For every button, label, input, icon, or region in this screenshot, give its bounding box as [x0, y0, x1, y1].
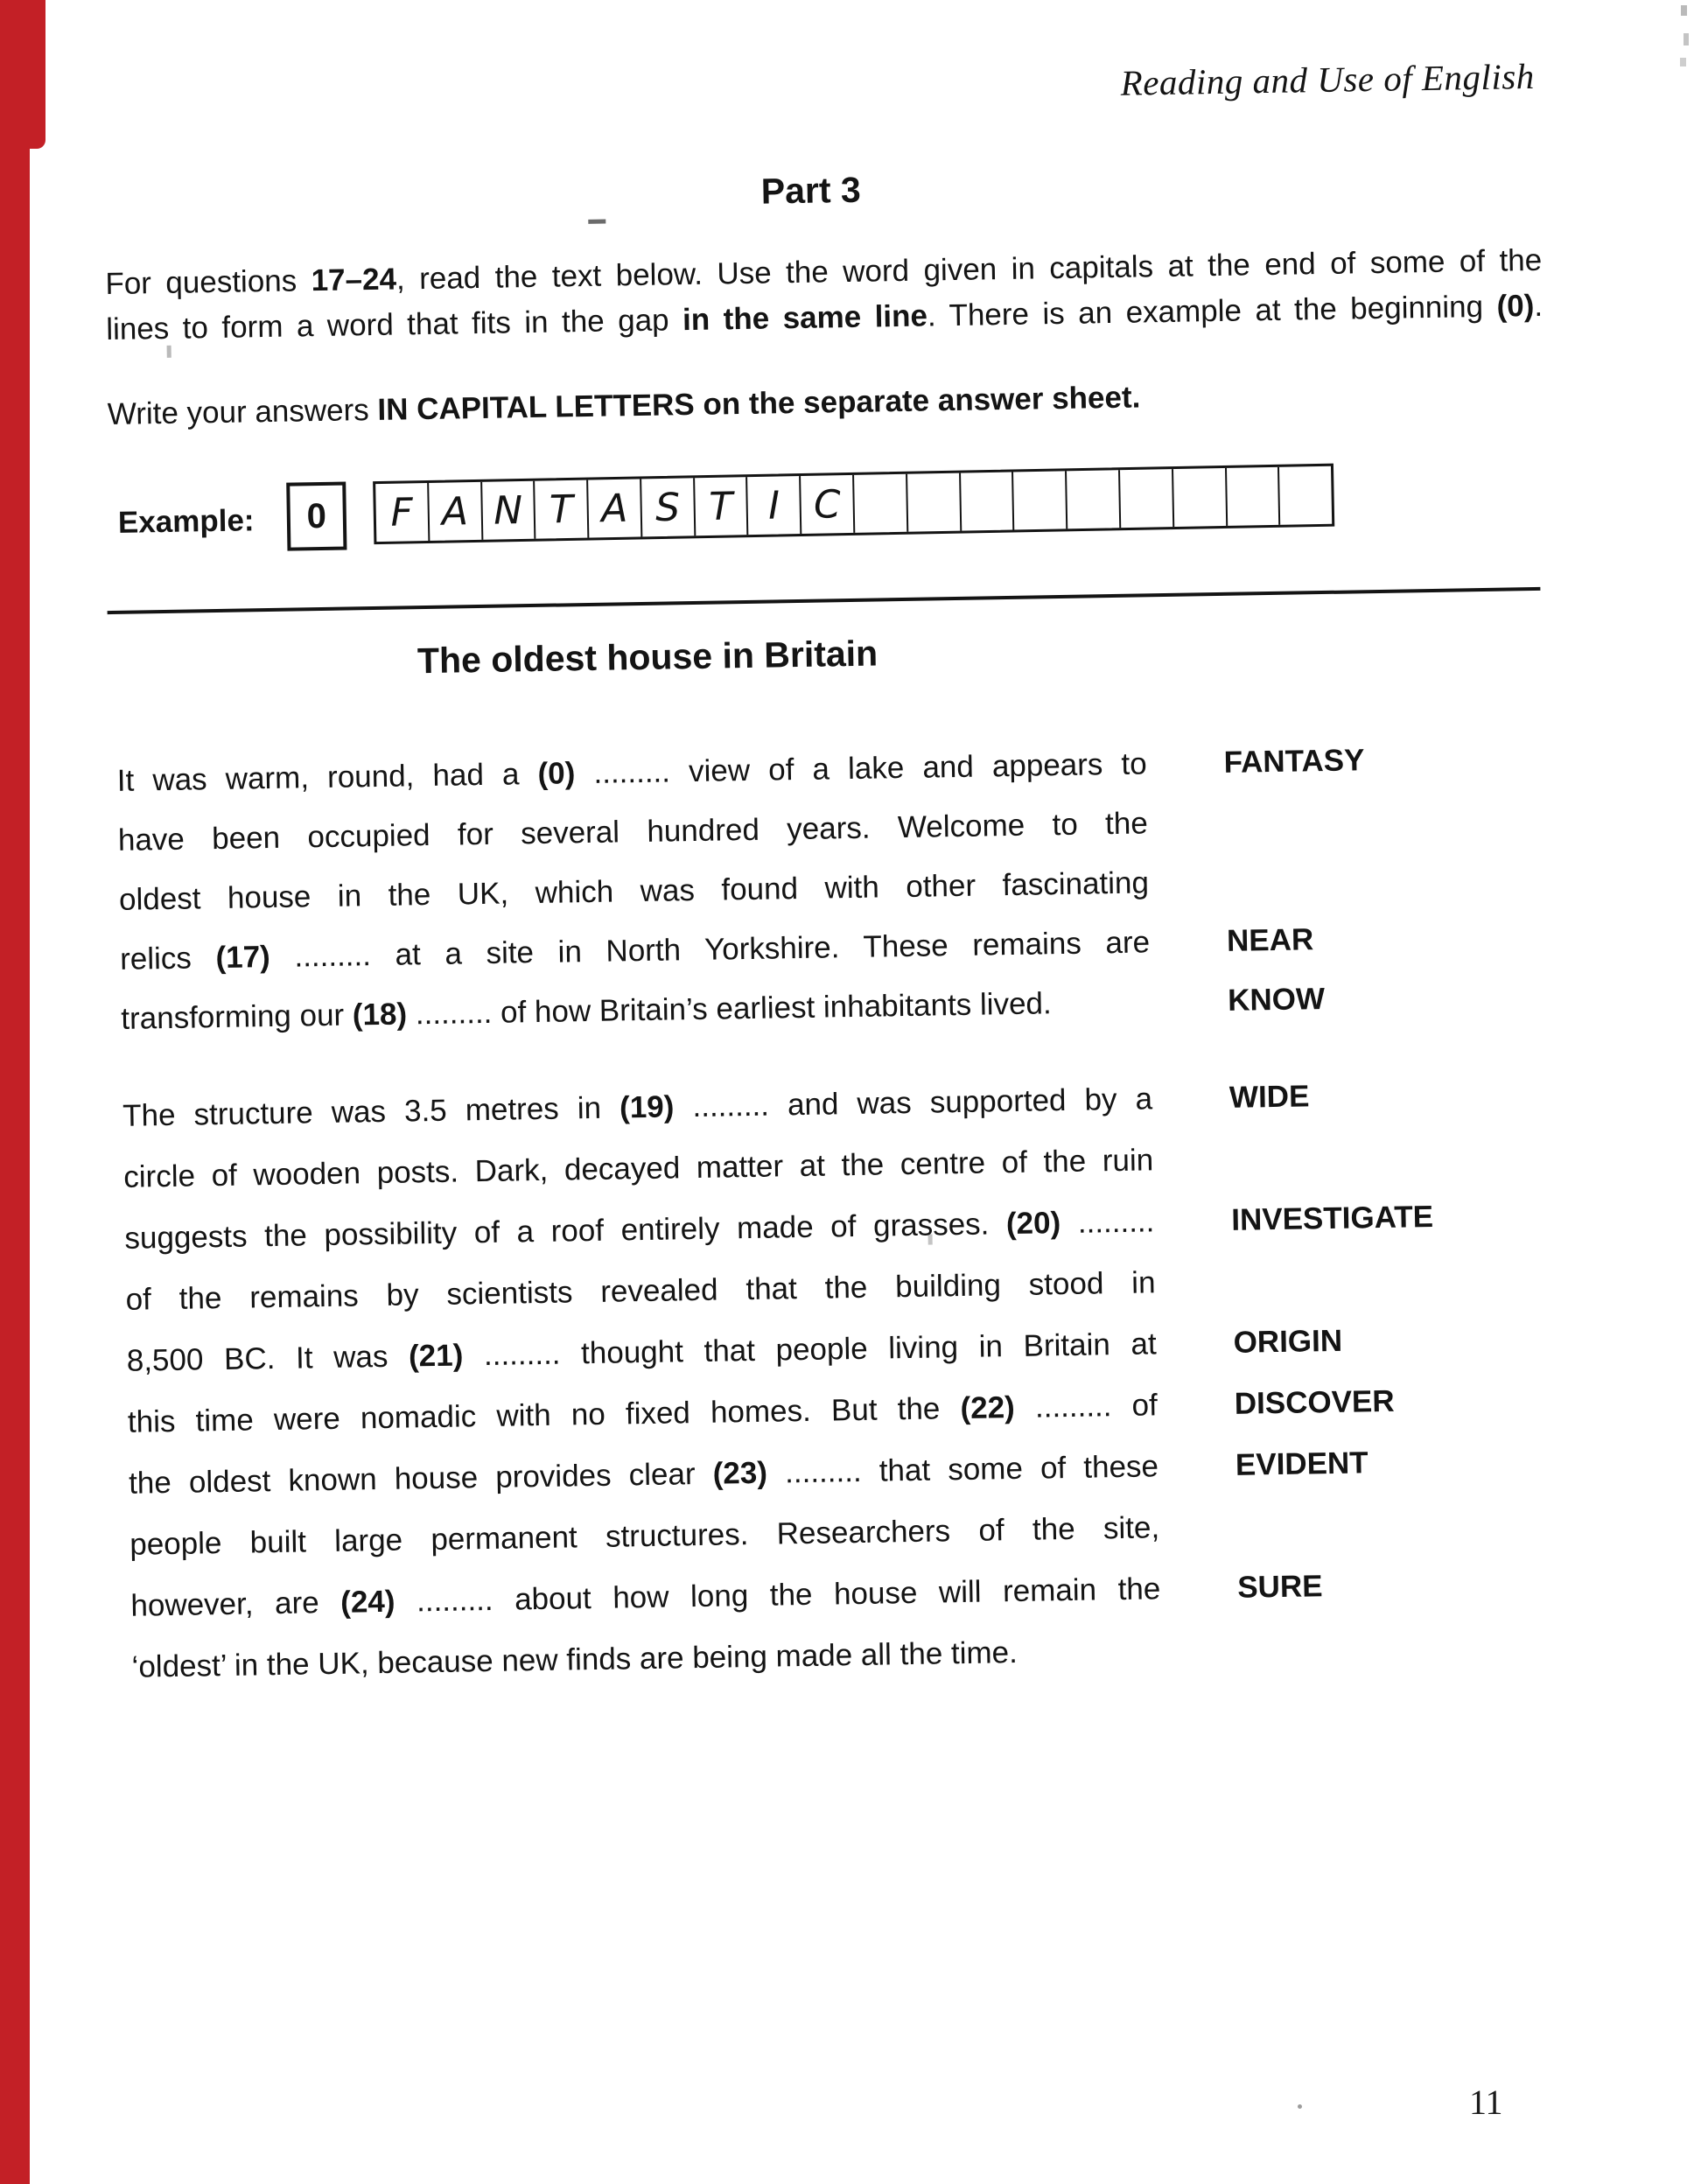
passage-body	[116, 730, 1462, 1698]
text-run: circle of wooden posts. Dark, decayed matter at the centre of the ruin	[123, 1143, 1154, 1194]
keyword-evident: EVIDENT	[1235, 1446, 1368, 1482]
section-divider	[108, 587, 1541, 614]
keyword-wide: WIDE	[1228, 1079, 1310, 1115]
answer-letter-cell	[1012, 471, 1066, 529]
text-run: ......... about how long the house will remain the	[395, 1572, 1161, 1619]
text-run: ......... and was supported by a	[674, 1082, 1153, 1124]
scan-artifact-corner-3	[1680, 58, 1686, 66]
answer-letter-cell: N	[480, 481, 535, 540]
text-run: of the remains by scientists revealed that the building stood in	[125, 1265, 1156, 1317]
answer-letter-cell	[1278, 466, 1332, 525]
text-run: , read the text below. Use the word given in capitals at the end of some of the	[396, 242, 1543, 297]
instructions-paragraph	[105, 238, 1543, 353]
write-answers-note	[107, 368, 1544, 438]
text-run: ......... that some of these	[766, 1449, 1159, 1490]
example-number-box	[286, 482, 346, 551]
keyword-know: KNOW	[1227, 982, 1326, 1018]
answer-letter-cell: F	[390, 489, 414, 536]
answer-letter-cell	[1172, 468, 1226, 527]
text-run: . There is an example at the beginning	[927, 289, 1497, 333]
answer-letter-cell	[1065, 470, 1119, 528]
scan-artifact-dash	[588, 220, 606, 224]
scan-artifact-corner-2	[1684, 33, 1689, 46]
scan-artifact-dot	[1298, 2104, 1302, 2109]
bold-text-run: (24)	[340, 1584, 396, 1620]
scan-artifact-tick	[167, 346, 172, 358]
text-run: oldest house in the UK, which was found with other fascinating	[118, 865, 1150, 917]
answer-letter-cell	[852, 474, 906, 533]
answer-letter-cell	[906, 473, 960, 532]
text-run: For questions	[105, 263, 312, 302]
text-run: ......... of	[1014, 1388, 1158, 1424]
text-run: .........	[1060, 1204, 1155, 1241]
bold-text-run: in the same line	[682, 298, 928, 338]
bold-text-run: (23)	[712, 1455, 768, 1491]
answer-letter-cell	[1224, 467, 1278, 526]
bold-text-run: (0)	[1496, 288, 1535, 324]
keyword-origin: ORIGIN	[1233, 1323, 1343, 1360]
answer-letter-cell: A	[586, 479, 640, 537]
answer-letter-cell: S	[640, 478, 694, 536]
keyword-sure: SURE	[1236, 1569, 1323, 1605]
section-header: Reading and Use of English	[1120, 55, 1536, 103]
bold-text-run: (0)	[537, 756, 576, 791]
text-run: have been occupied for several hundred years. Welcome to the	[117, 806, 1149, 858]
answer-letter-cell	[959, 472, 1013, 531]
text-run: 8,500 BC. It was	[126, 1339, 410, 1378]
text-run: Write your answers	[107, 392, 378, 432]
answer-letter-cell: C	[799, 475, 853, 534]
answer-letter-cell: A	[427, 482, 481, 541]
scan-artifact-corner-1	[1681, 5, 1687, 16]
keyword-discover: DISCOVER	[1234, 1383, 1395, 1421]
text-run: transforming our	[121, 998, 354, 1036]
bold-text-run: (20)	[1005, 1206, 1061, 1242]
text-run: The structure was 3.5 metres in	[122, 1090, 620, 1133]
answer-letter-cell: I	[746, 476, 801, 535]
example-label: Example:	[117, 503, 255, 540]
example-answer-boxes	[373, 464, 1334, 544]
bold-text-run: 17–24	[311, 262, 397, 298]
text-run: lines to form a word that fits in the gap	[105, 303, 683, 347]
bold-text-run: (22)	[960, 1390, 1016, 1426]
text-run: ......... view of a lake and appears to	[574, 746, 1147, 791]
scan-artifact-mark	[928, 1235, 933, 1245]
text-run: the oldest known house provides clear	[128, 1456, 714, 1501]
bold-text-run: IN CAPITAL LETTERS on the separate answer sheet.	[377, 380, 1141, 427]
text-run: this time were nomadic with no fixed homes. But the	[127, 1391, 961, 1439]
bold-text-run: (19)	[619, 1089, 675, 1125]
bold-text-run: (21)	[408, 1338, 464, 1374]
text-run: ......... at a site in North Yorkshire. These remains are	[270, 925, 1151, 975]
passage-title: The oldest house in Britain	[416, 633, 878, 682]
part-title: Part 3	[760, 169, 862, 212]
bold-text-run: (18)	[352, 997, 408, 1032]
text-run: however, are	[130, 1585, 341, 1623]
page-number: 11	[1469, 2082, 1503, 2122]
keyword-near: NEAR	[1226, 922, 1314, 958]
text-run: ......... of how Britain’s earliest inhabitants lived.	[406, 986, 1052, 1032]
answer-letter-cell: T	[693, 477, 747, 536]
answer-letter-cell	[1118, 469, 1172, 528]
bold-text-run: (17)	[215, 940, 271, 976]
keyword-fantasy: FANTASY	[1223, 743, 1365, 780]
example-number: 0	[306, 496, 327, 536]
text-run: ‘oldest’ in the UK, because new finds are being made all the time.	[131, 1634, 1018, 1684]
text-run: suggests the possibility of a roof entirely made of grasses.	[124, 1207, 1007, 1256]
text-run: ......... thought that people living in Britain at	[462, 1326, 1157, 1373]
text-run: people built large permanent structures. Researchers of the site,	[129, 1510, 1160, 1562]
text-run: .	[1533, 288, 1544, 323]
answer-letter-cell: T	[533, 480, 587, 539]
text-run: It was warm, round, had a	[116, 756, 538, 798]
keyword-investigate: INVESTIGATE	[1230, 1200, 1434, 1237]
text-run: relics	[119, 941, 216, 976]
